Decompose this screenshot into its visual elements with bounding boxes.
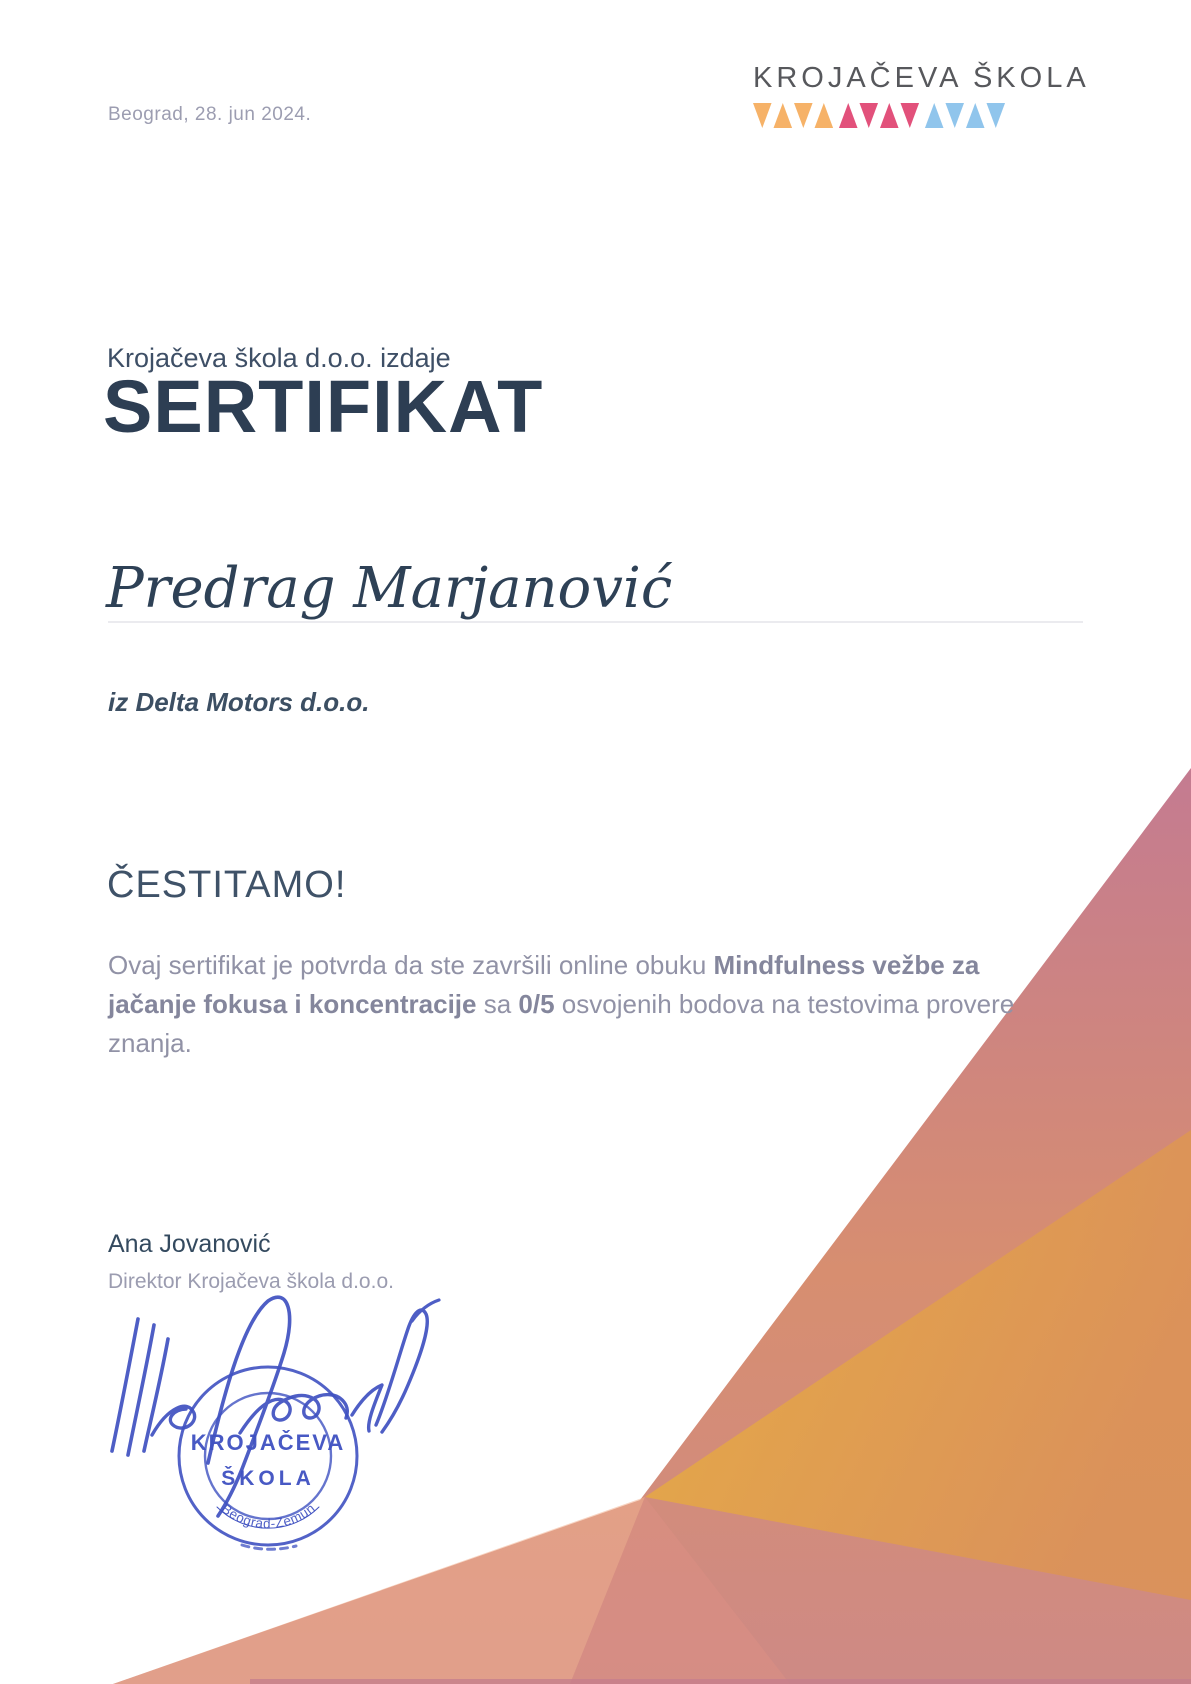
logo-triangle xyxy=(945,103,964,128)
logo-triangle xyxy=(774,103,793,128)
recipient-company-line: iz Delta Motors d.o.o. xyxy=(108,687,370,717)
logo-triangle xyxy=(794,103,813,128)
stamp-line2: ŠKOLA xyxy=(221,1467,315,1490)
congrats-body xyxy=(108,946,1028,1063)
signatory-role-line: Direktor Krojačeva škola d.o.o. xyxy=(108,1270,394,1293)
signature-and-stamp xyxy=(90,1283,470,1573)
stamp-arc-text: Beograd-Zemun xyxy=(218,1500,319,1532)
certificate-title: SERTIFIKAT xyxy=(103,365,544,448)
logo-triangle xyxy=(859,103,878,128)
logo-triangle xyxy=(966,103,985,128)
date-line: Beograd, 28. jun 2024. xyxy=(108,104,312,125)
logo-triangle-band-icon xyxy=(753,102,1007,129)
logo-triangle xyxy=(986,103,1005,128)
body-text-part: Mindfulness vežbe za jačanje fokusa i koncentracije xyxy=(108,950,980,1019)
recipient-name: Predrag Marjanović xyxy=(106,556,673,621)
signatory-name: Ana Jovanović xyxy=(108,1230,271,1258)
logo-triangle xyxy=(901,103,920,128)
logo-wordmark: KROJAČEVA ŠKOLA xyxy=(753,62,1090,94)
stamp-text xyxy=(191,1430,346,1531)
congrats-heading: ČESTITAMO! xyxy=(107,864,347,906)
body-text-part: 0/5 xyxy=(518,989,555,1019)
logo-triangle xyxy=(839,103,858,128)
stamp-line1: KROJAČEVA xyxy=(190,1430,346,1455)
body-text-part: osvojenih bodova na testovima provere znanja. xyxy=(108,989,1015,1058)
company-logo xyxy=(753,62,1090,129)
logo-triangle xyxy=(753,103,772,128)
logo-triangle xyxy=(880,103,899,128)
issuer-line: Krojačeva škola d.o.o. izdaje xyxy=(107,343,451,373)
name-underline xyxy=(108,621,1083,623)
body-text-part: Ovaj sertifikat je potvrda da ste završili online obuku xyxy=(108,950,714,980)
logo-triangle xyxy=(925,103,944,128)
body-text-part: sa xyxy=(476,989,519,1019)
logo-triangle xyxy=(815,103,834,128)
